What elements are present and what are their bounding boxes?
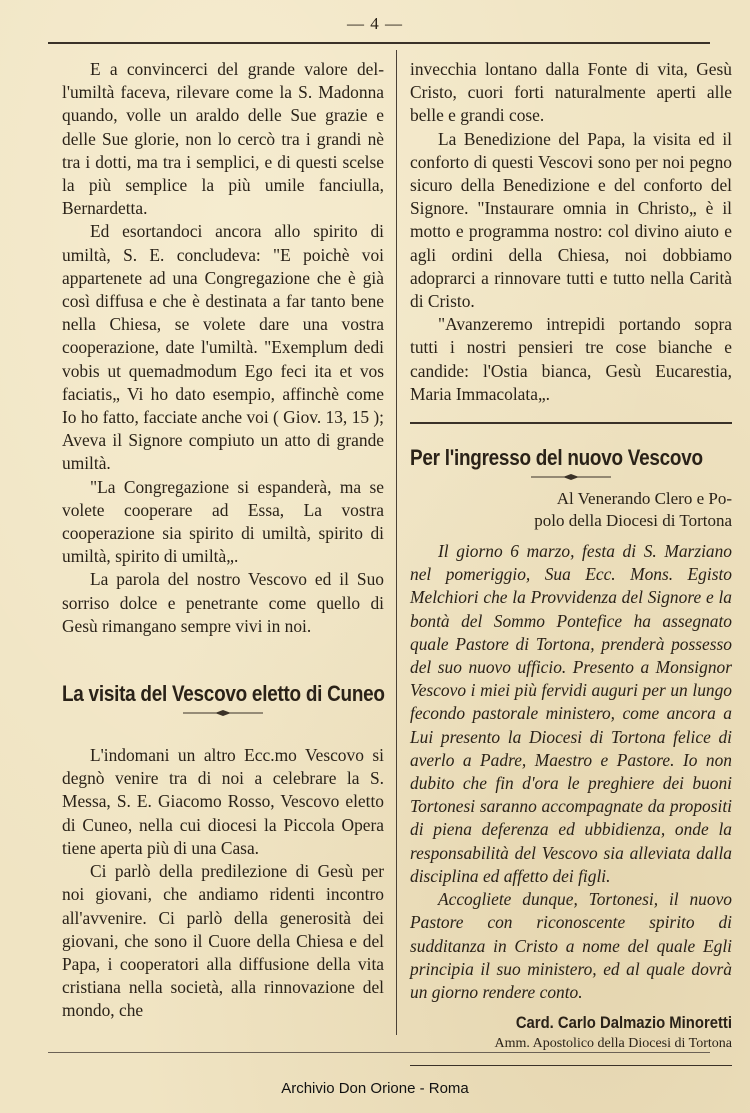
bottom-rule (48, 1052, 710, 1053)
section-heading-cuneo: La visita del Vescovo eletto di Cuneo (62, 681, 385, 707)
signature-title: Amm. Apostolico della Diocesi di Tortona (494, 1036, 732, 1052)
pastoral-letter (410, 540, 732, 1004)
paragraph: invecchia lontano dalla Fonte di vita, Gesù Cristo, cuori forti naturalmente aperti alle belle e grandi cose. (410, 59, 732, 126)
paragraph: Ci parlò della predilezione di Gesù per noi giovani, che andiamo ridenti incontro all'avvenire. Ci parlò della generosità dei giovani, che sono il Cuore della Chiesa e del Papa, i cooperatori alla diffusione della vita cristiana nella società, alla rinnovazione del mondo, che (62, 861, 384, 1021)
address-line: polo della Diocesi di Tortona (534, 511, 732, 531)
right-column (410, 58, 732, 1066)
paragraph: L'indomani un altro Ecc.mo Vescovo si degnò venire tra di noi a celebrare la S. Messa, S. E. Giacomo Rosso, Vescovo eletto di Cuneo, nella cui diocesi la Piccola Opera tiene aperta più di una Casa. (62, 745, 384, 858)
paragraph: "La Congregazione si espanderà, ma se volete cooperare ad Essa, La vostra cooperazione sia spirito di umiltà, spirito di umiltà, spirito di umiltà„. (62, 476, 384, 567)
section-heading-vescovo: Per l'ingresso del nuovo Vescovo (410, 445, 703, 471)
letter-paragraph: Accogliete dunque, Tortonesi, il nuovo Pastore con riconoscente spirito di sudditanza in Cristo a nome del quale Egli principia il suo ministero, ed al quale dovrà un giorno rendere conto. (410, 889, 732, 1002)
paragraph: La parola del nostro Vescovo ed il Suo sorriso dolce e penetrante come quello di Gesù rimangano sempre vivi in noi. (62, 569, 384, 636)
top-rule (48, 42, 710, 44)
signature-name: Card. Carlo Dalmazio Minoretti (515, 1014, 732, 1033)
letter-paragraph: Il giorno 6 marzo, festa di S. Marziano nel pomeriggio, Sua Ecc. Mons. Egisto Melchiori che la Provvidenza del Signore e la bontà del Sommo Pontefice ha assegnato quale Pastore di Tortona, prenderà possesso del suo nuovo ufficio. Presento a Monsignor Vescovo i miei più fervidi auguri per un lungo fecondo pastorale ministero, come ancora a Lui presento la Diocesi di Tortona felice di averlo a Padre, Maestro e Pastore. Io non dubito che fin d'ora le preghiere dei buoni Tortonesi saranno accompagnate da propositi di piena deferenza ed ubbidienza, onde la responsabilità del Vescovo sia alleviata dalla disciplina ed affetto dei figli. (410, 541, 732, 886)
closing-rule (410, 1065, 732, 1066)
paragraph: "Avanzeremo intrepidi portando sopra tutti i nostri pensieri tre cose bianche e candide: l'Ostia bianca, Gesù Eucarestia, Maria Immacolata„. (410, 314, 732, 404)
column-divider (396, 50, 397, 1035)
paragraph: La Benedizione del Papa, la visita ed il conforto di questi Vescovi sono per noi pegno sicuro della Benedizione e del conforto del Signore. "Instaurare omnia in Christo„ è il motto e programma nostro: col divino aiuto e agli ordini della Chiesa, noi dobbiamo adoprarci a rinnovare tutti e tutto nella Carità di Cristo. (410, 128, 732, 312)
paragraph: E a convincerci del grande valore del-l'umiltà faceva, rilevare come la S. Madonna quando, volle un araldo delle Sue grazie e delle Sue glorie, non lo cercò tra i grandi nè tra i dotti, ma tra i semplici, e di questi scelse la più semplice la più umile fanciulla, Bernardetta. (62, 59, 384, 219)
page-number: — 4 — (347, 14, 403, 33)
ornament-divider (183, 708, 263, 718)
left-column (62, 58, 384, 1023)
ornament-divider (531, 472, 611, 482)
archive-footer: Archivio Don Orione - Roma (281, 1080, 469, 1097)
address-line: Al Venerando Clero e Po- (556, 489, 732, 509)
paragraph: Ed esortandoci ancora allo spirito di umiltà, S. E. concludeva: "E poichè voi appartenete ad una Congregazione che è già così diffusa e che è destinata a far tanto bene nella Chiesa, se volete dare una vostra cooperazione, date l'umiltà. "Exemplum dedi vobis ut quemadmodum Ego feci ita et vos faciatis„ Vi ho dato esempio, affinchè come Io ho fatto, facciate anche voi ( Giov. 13, 15 ); Aveva il Signore compiuto un atto di grande umiltà. (62, 221, 384, 474)
